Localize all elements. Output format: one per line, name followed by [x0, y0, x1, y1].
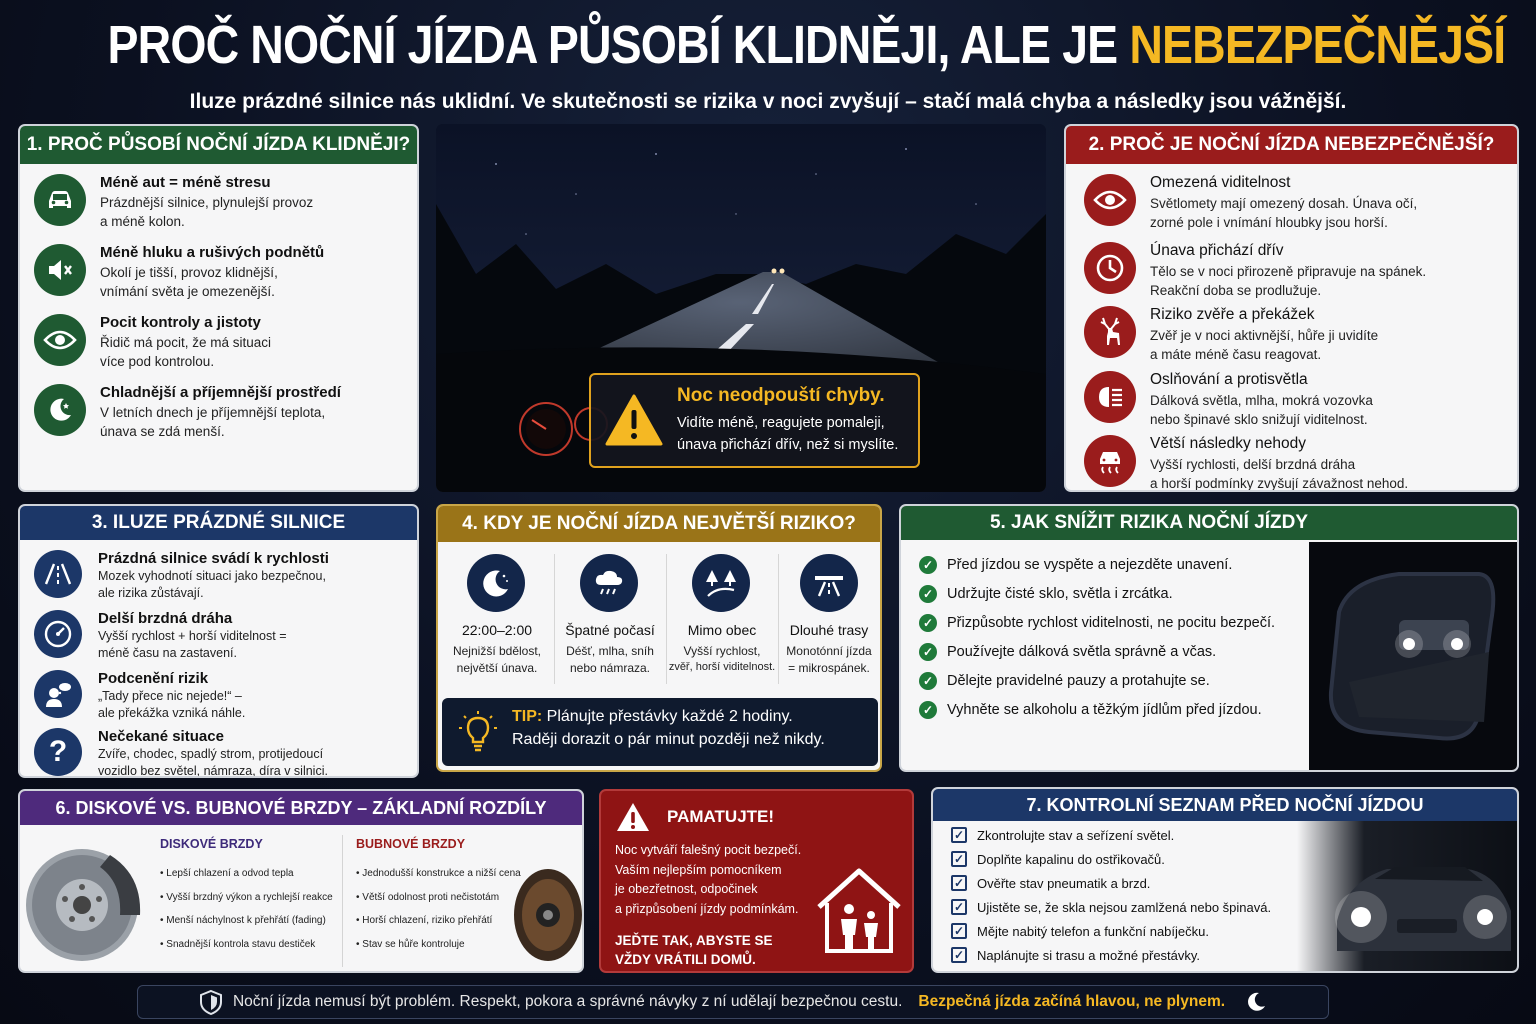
moon-icon: [34, 384, 86, 436]
section-when-risk: [436, 504, 882, 772]
item-desc: únava se zdá menší.: [100, 424, 225, 439]
item-title: Pocit kontroly a jistoty: [100, 314, 261, 331]
footer-bar: [137, 985, 1329, 1019]
risk-item: [554, 554, 664, 684]
eye-icon: [34, 314, 86, 366]
risk-item: [778, 554, 878, 684]
lightbulb-icon: [458, 710, 498, 754]
checkbox-icon[interactable]: ✓: [951, 947, 967, 963]
clock-icon: [1084, 242, 1136, 294]
list-item: [34, 314, 407, 374]
checklist-item: [919, 643, 1216, 661]
check-icon: ✓: [919, 556, 937, 574]
item-desc: vnímání světa je omezenější.: [100, 284, 275, 299]
risk-desc: Nejnižší bdělost,: [452, 644, 542, 658]
footer-highlight: Bezpečná jízda začíná hlavou, ne plynem.: [918, 993, 1226, 1010]
skid-icon: [1084, 435, 1136, 487]
list-item: [34, 384, 407, 444]
section-checklist-header: 7. KONTROLNÍ SEZNAM PŘED NOČNÍ JÍZDOU: [933, 789, 1517, 821]
deer-icon: [1084, 306, 1136, 358]
section-empty-road-header: 3. ILUZE PRÁZDNÉ SILNICE: [20, 506, 417, 540]
page-title: [107, 14, 1506, 76]
risk-item: [666, 554, 776, 684]
road-icon: [34, 550, 82, 598]
remember-title: PAMATUJTE!: [667, 807, 775, 826]
risk-title: Dlouhé trasy: [789, 622, 869, 638]
speedometer-icon: [34, 610, 82, 658]
list-item: [1080, 174, 1507, 232]
list-item: [34, 550, 407, 604]
drum-title: BUBNOVÉ BRZDY: [356, 837, 466, 851]
drum-text: Jednodušší konstrukce a nižší cena: [362, 868, 521, 879]
tip-label: TIP:: [512, 708, 543, 725]
divider: [342, 835, 343, 967]
checklist-text: Ujistěte se, že skla nejsou zamlžená nebo špinavá.: [977, 899, 1272, 915]
eye-icon: [1084, 174, 1136, 226]
list-item: [34, 728, 407, 778]
title-highlight: NEBEZPEČNĚJŠÍ: [1129, 15, 1506, 75]
item-desc: Dálková světla, mlha, mokrá vozovka: [1150, 393, 1373, 408]
checkbox-icon[interactable]: ✓: [951, 827, 967, 843]
drum-item: • Jednodušší konstrukce a nižší cena: [356, 868, 521, 879]
section-dangerous-header: 2. PROČ JE NOČNÍ JÍZDA NEBEZPEČNĚJŠÍ?: [1066, 126, 1517, 164]
tip-box: [442, 698, 878, 766]
risk-desc: zvěř, horší viditelnost.: [668, 661, 776, 673]
risk-title: 22:00–2:00: [461, 622, 533, 638]
risk-desc: Vyšší rychlost,: [683, 644, 761, 658]
item-title: Prázdná silnice svádí k rychlosti: [98, 550, 329, 567]
item-desc: Zvíře, chodec, spadlý strom, protijedoucí: [98, 747, 324, 761]
item-title: Chladnější a příjemnější prostředí: [100, 384, 341, 401]
item-desc: Reakční doba se prodlužuje.: [1150, 283, 1322, 298]
item-desc: V letních dnech je příjemnější teplota,: [100, 405, 326, 420]
disc-text: Lepší chlazení a odvod tepla: [166, 868, 294, 879]
risk-desc: Monotónní jízda: [786, 644, 872, 658]
checklist-item[interactable]: [951, 827, 1174, 843]
disc-list: [160, 862, 333, 956]
item-desc: Vyšší rychlosti, delší brzdná dráha: [1150, 457, 1356, 472]
drum-text: Stav se hůře kontroluje: [362, 938, 465, 950]
list-item: [34, 174, 407, 234]
remember-cta-line: JEĎTE TAK, ABYSTE SE: [615, 933, 773, 948]
item-desc: více pod kontrolou.: [100, 354, 215, 369]
item-desc: méně času na zastavení.: [98, 646, 237, 660]
drum-item: • Stav se hůře kontroluje: [356, 938, 465, 950]
item-title: Omezená viditelnost: [1150, 174, 1291, 191]
item-desc: Prázdnější silnice, plynulejší provoz: [100, 195, 314, 210]
checklist-text: Zkontrolujte stav a seřízení světel.: [977, 827, 1175, 843]
item-title: Méně hluku a rušivých podnětů: [100, 244, 325, 261]
item-title: Únava přichází dřív: [1150, 242, 1284, 259]
remember-line: Noc vytváří falešný pocit bezpečí.: [615, 843, 802, 857]
checklist-text: Naplánujte si trasu a možné přestávky.: [977, 947, 1201, 963]
risk-desc: nebo námraza.: [569, 661, 651, 675]
drum-item: • Větší odolnost proti nečistotám: [356, 891, 500, 903]
item-desc: „Tady přece nic nejede!“ –: [98, 689, 242, 703]
item-title: Podcenění rizik: [98, 670, 209, 687]
checklist-item[interactable]: [951, 947, 1200, 963]
checklist-item[interactable]: [951, 875, 1150, 891]
disc-item: • Snadnější kontrola stavu destiček: [160, 938, 316, 950]
item-desc: a horší podmínky zvyšují závažnost nehod.: [1150, 476, 1409, 491]
tip-text: Raději dorazit o pár minut později než nikdy.: [512, 731, 825, 748]
checklist-item: [919, 556, 1232, 574]
risk-item: [442, 554, 552, 684]
checkbox-icon[interactable]: ✓: [951, 875, 967, 891]
checklist-item: [919, 585, 1173, 603]
checklist-item: [919, 672, 1210, 690]
item-title: Oslňování a protisvětla: [1150, 371, 1308, 388]
section-brakes-header: 6. DISKOVÉ VS. BUBNOVÉ BRZDY – ZÁKLADNÍ ROZDÍLY: [20, 791, 582, 825]
checklist-text: Ověřte stav pneumatik a brzd.: [977, 875, 1151, 891]
disc-title: DISKOVÉ BRZDY: [160, 837, 263, 851]
tip-text: Plánujte přestávky každé 2 hodiny.: [542, 708, 793, 725]
highway-icon: [800, 554, 858, 612]
disc-item: • Lepší chlazení a odvod tepla: [160, 868, 294, 879]
risk-desc: největší únava.: [456, 661, 538, 675]
checklist-text: Udržujte čisté sklo, světla i zrcátka.: [947, 586, 1173, 602]
remember-text: [615, 841, 801, 919]
item-desc: nebo špinavé sklo snižují viditelnost.: [1150, 412, 1368, 427]
check-icon: ✓: [919, 672, 937, 690]
disc-item: • Menší náchylnost k přehřátí (fading): [160, 915, 326, 926]
disc-text: Snadnější kontrola stavu destiček: [166, 938, 316, 950]
disc-item: • Vyšší brzdný výkon a rychlejší reakce: [160, 891, 333, 903]
section-empty-road: [18, 504, 419, 778]
check-icon: ✓: [919, 643, 937, 661]
checklist-text: Přizpůsobte rychlost viditelnosti, ne pocitu bezpečí.: [947, 615, 1276, 631]
list-item: [1080, 306, 1507, 364]
car-icon: [34, 174, 86, 226]
checklist-text: Před jízdou se vyspěte a nejezděte unavení.: [947, 557, 1233, 573]
checklist-text: Dělejte pravidelné pauzy a protahujte se.: [947, 673, 1210, 689]
moon-icon: [1245, 991, 1267, 1013]
item-desc: Zvěř je v noci aktivnější, hůře ji uvidíte: [1150, 328, 1379, 343]
remember-line: a přizpůsobení jízdy podmínkám.: [615, 901, 799, 916]
item-desc: Tělo se v noci přirozeně připravuje na spánek.: [1150, 264, 1427, 279]
item-title: Delší brzdná dráha: [98, 610, 233, 627]
forest-road-icon: [692, 554, 750, 612]
checklist-item[interactable]: [951, 899, 1271, 915]
remember-line: je obezřetnost, odpočinek: [615, 882, 758, 896]
drum-item: • Horší chlazení, riziko přehřátí: [356, 915, 493, 926]
section-reduce-risk-header: 5. JAK SNÍŽIT RIZIKA NOČNÍ JÍZDY: [901, 506, 1517, 540]
disc-text: Vyšší brzdný výkon a rychlejší reakce: [166, 891, 333, 903]
list-item: [1080, 242, 1507, 300]
risk-title: Mimo obec: [687, 622, 757, 638]
item-desc: Vyšší rychlost + horší viditelnost =: [98, 629, 287, 643]
mirror-image: [1309, 542, 1519, 772]
warning-icon: [615, 801, 651, 833]
item-desc: vozidlo bez světel, námraza, díra v silnici.: [98, 764, 328, 778]
warning-icon: [605, 393, 663, 447]
item-title: Riziko zvěře a překážek: [1150, 306, 1315, 323]
drum-text: Horší chlazení, riziko přehřátí: [362, 915, 493, 926]
remember-cta-line: VŽDY VRÁTILI DOMŮ.: [615, 952, 756, 967]
item-desc: a máte méně času reagovat.: [1150, 347, 1322, 362]
section-brakes: [18, 789, 584, 973]
title-main: PROČ NOČNÍ JÍZDA PŮSOBÍ KLIDNĚJI, ALE JE: [107, 15, 1130, 75]
drum-text: Větší odolnost proti nečistotám: [362, 891, 500, 903]
checklist-text: Doplňte kapalinu do ostřikovačů.: [977, 851, 1165, 867]
page-subtitle: Iluze prázdné silnice nás uklidní. Ve skutečnosti se rizika v noci zvyšují – stačí malá chyba a následky jsou vážnější.: [189, 90, 1347, 113]
warning-box: [589, 373, 920, 468]
item-desc: ale překážka vzniká náhle.: [98, 706, 246, 720]
section-calmer-header: 1. PROČ PŮSOBÍ NOČNÍ JÍZDA KLIDNĚJI?: [20, 126, 417, 164]
checklist-item[interactable]: [951, 923, 1209, 939]
list-item: [1080, 435, 1507, 492]
item-desc: Okolí je tišší, provoz klidnější,: [100, 265, 278, 280]
item-desc: ale rizika zůstávají.: [98, 586, 204, 600]
check-icon: ✓: [919, 701, 937, 719]
item-desc: a méně kolon.: [100, 214, 185, 229]
section-when-risk-header: 4. KDY JE NOČNÍ JÍZDA NEJVĚTŠÍ RIZIKO?: [438, 506, 880, 542]
section-dangerous: [1064, 124, 1519, 492]
checklist-text: Mějte nabitý telefon a funkční nabíječku.: [977, 923, 1209, 939]
headlight-icon: [1084, 371, 1136, 423]
checkbox-icon[interactable]: ✓: [951, 899, 967, 915]
risk-title: Špatné počasí: [565, 622, 655, 638]
item-desc: Světlomety mají omezený dosah. Únava očí,: [1150, 196, 1418, 211]
warning-line: Vidíte méně, reagujete pomaleji,: [677, 415, 885, 431]
warning-line: únava přichází dřív, než si myslíte.: [677, 437, 899, 453]
moon-stars-icon: [467, 554, 525, 612]
shield-icon: [199, 989, 223, 1015]
checklist-text: Vyhněte se alkoholu a těžkým jídlům před jízdou.: [947, 702, 1262, 718]
thinking-icon: [34, 670, 82, 718]
rain-cloud-icon: [580, 554, 638, 612]
checkbox-icon[interactable]: ✓: [951, 851, 967, 867]
list-item: [34, 244, 407, 304]
checklist-item[interactable]: [951, 851, 1165, 867]
tip-line: [512, 708, 793, 726]
section-calmer: [18, 124, 419, 492]
drum-brake-image: [508, 861, 582, 965]
question-icon: ?: [34, 728, 82, 776]
check-icon: ✓: [919, 614, 937, 632]
item-title: Větší následky nehody: [1150, 435, 1306, 452]
checklist-text: Používejte dálková světla správně a včas.: [947, 644, 1217, 660]
headlights-car-image: [1297, 821, 1519, 973]
remember-cta: [615, 931, 773, 969]
check-icon: ✓: [919, 585, 937, 603]
list-item: [34, 610, 407, 664]
item-desc: zorné pole i vnímání hloubky jsou horší.: [1150, 215, 1388, 230]
disc-brake-image: [24, 835, 150, 969]
risk-desc: Déšť, mlha, sníh: [566, 644, 654, 658]
mute-icon: [34, 244, 86, 296]
remember-box: [599, 789, 914, 973]
home-family-icon: [813, 863, 905, 955]
item-title: Nečekané situace: [98, 728, 224, 745]
checkbox-icon[interactable]: ✓: [951, 923, 967, 939]
drum-list: [356, 862, 521, 956]
section-reduce-risk: [899, 504, 1519, 772]
remember-line: Vaším nejlepším pomocníkem: [615, 862, 782, 877]
disc-text: Menší náchylnost k přehřátí (fading): [166, 915, 326, 926]
checklist-item: [919, 701, 1262, 719]
item-desc: Mozek vyhodnotí situaci jako bezpečnou,: [98, 569, 326, 583]
item-title: Méně aut = méně stresu: [100, 174, 271, 191]
checklist-item: [919, 614, 1275, 632]
risk-desc: = mikrospánek.: [788, 661, 870, 675]
item-desc: Řidič má pocit, že má situaci: [100, 335, 272, 350]
warning-title: Noc neodpouští chyby.: [677, 385, 885, 406]
section-checklist: [931, 787, 1519, 973]
footer-text: Noční jízda nemusí být problém. Respekt, pokora a správné návyky z ní udělají bezpečnou cestu.: [232, 993, 903, 1010]
list-item: [34, 670, 407, 724]
list-item: [1080, 371, 1507, 429]
